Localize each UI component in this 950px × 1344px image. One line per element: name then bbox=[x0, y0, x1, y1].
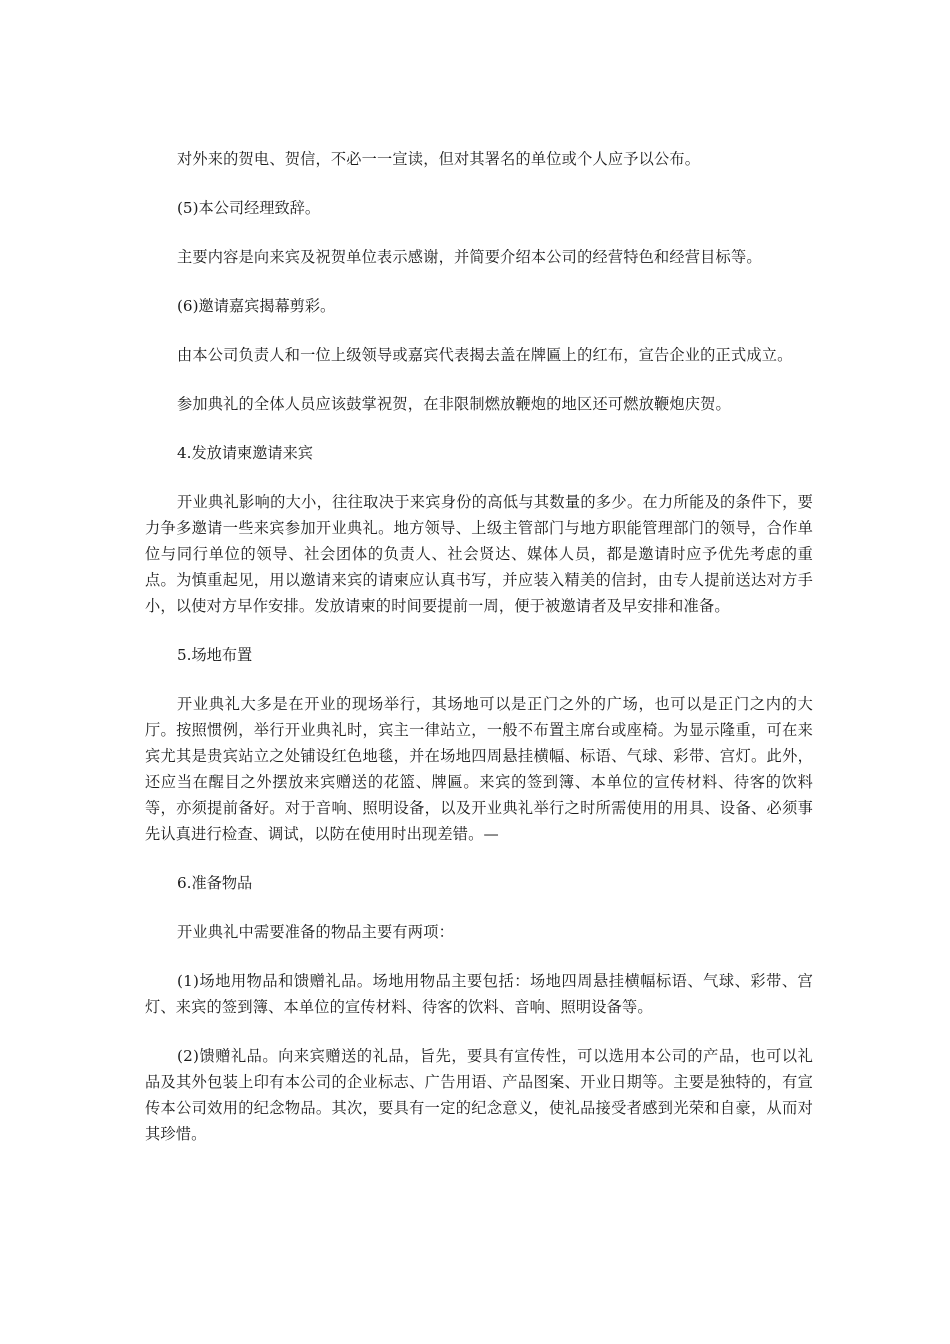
paragraph-telegrams: 对外来的贺电、贺信，不必一一宣读，但对其署名的单位或个人应予以公布。 bbox=[177, 150, 701, 168]
paragraph-unveiling: 由本公司负责人和一位上级领导或嘉宾代表揭去盖在牌匾上的红布，宣告企业的正式成立。 bbox=[177, 346, 793, 364]
paragraph-venue-items: (1)场地用物品和馈赠礼品。场地用物品主要包括：场地四周悬挂横幅标语、气球、彩带、宫灯、来宾的签到簿、本单位的宣传材料、待客的饮料、音响、照明设备等。 bbox=[145, 972, 813, 1016]
paragraph-supplies-intro: 开业典礼中需要准备的物品主要有两项： bbox=[177, 923, 454, 941]
section-heading-venue: 5.场地布置 bbox=[177, 646, 253, 664]
paragraph-gifts: (2)馈赠礼品。向来宾赠送的礼品，旨先，要具有宣传性，可以选用本公司的产品，也可以礼品及其外包装上印有本公司的企业标志、广告用语、产品图案、开业日期等。主要是独特的，有宣传本公司效用的纪念物品。其次，要具有一定的纪念意义，使礼品接受者感到光荣和自豪，从而对其珍惜。 bbox=[145, 1047, 813, 1143]
paragraph-applause: 参加典礼的全体人员应该鼓掌祝贺，在非限制燃放鞭炮的地区还可燃放鞭炮庆贺。 bbox=[177, 395, 731, 413]
document-page bbox=[145, 146, 813, 1170]
paragraph-venue: 开业典礼大多是在开业的现场举行，其场地可以是正门之外的广场，也可以是正门之内的大厅。按照惯例，举行开业典礼时，宾主一律站立，一般不布置主席台或座椅。为显示隆重，可在来宾尤其是贵宾站立之处铺设红色地毯，并在场地四周悬挂横幅、标语、气球、彩带、宫灯。此外，还应当在醒目之外摆放来宾赠送的花篮、牌匾。来宾的签到簿、本单位的宣传材料、待客的饮料等，亦须提前备好。对于音响、照明设备，以及开业典礼举行之时所需使用的用具、设备、必须事先认真进行检查、调试，以防在使用时出现差错。— bbox=[145, 695, 813, 843]
item-ribbon-cutting: (6)邀请嘉宾揭幕剪彩。 bbox=[177, 297, 336, 315]
item-manager-speech: (5)本公司经理致辞。 bbox=[177, 199, 321, 217]
paragraph-invitations: 开业典礼影响的大小，往往取决于来宾身份的高低与其数量的多少。在力所能及的条件下，要力争多邀请一些来宾参加开业典礼。地方领导、上级主管部门与地方职能管理部门的领导，合作单位与同行单位的领导、社会团体的负责人、社会贤达、媒体人员，都是邀请时应予优先考虑的重点。为慎重起见，用以邀请来宾的请柬应认真书写，并应装入精美的信封，由专人提前送达对方手小，以使对方早作安排。发放请柬的时间要提前一周，便于被邀请者及早安排和准备。 bbox=[145, 493, 813, 615]
paragraph-speech-content: 主要内容是向来宾及祝贺单位表示感谢，并简要介绍本公司的经营特色和经营目标等。 bbox=[177, 248, 762, 266]
section-heading-invitations: 4.发放请柬邀请来宾 bbox=[177, 444, 313, 462]
section-heading-supplies: 6.准备物品 bbox=[177, 874, 253, 892]
